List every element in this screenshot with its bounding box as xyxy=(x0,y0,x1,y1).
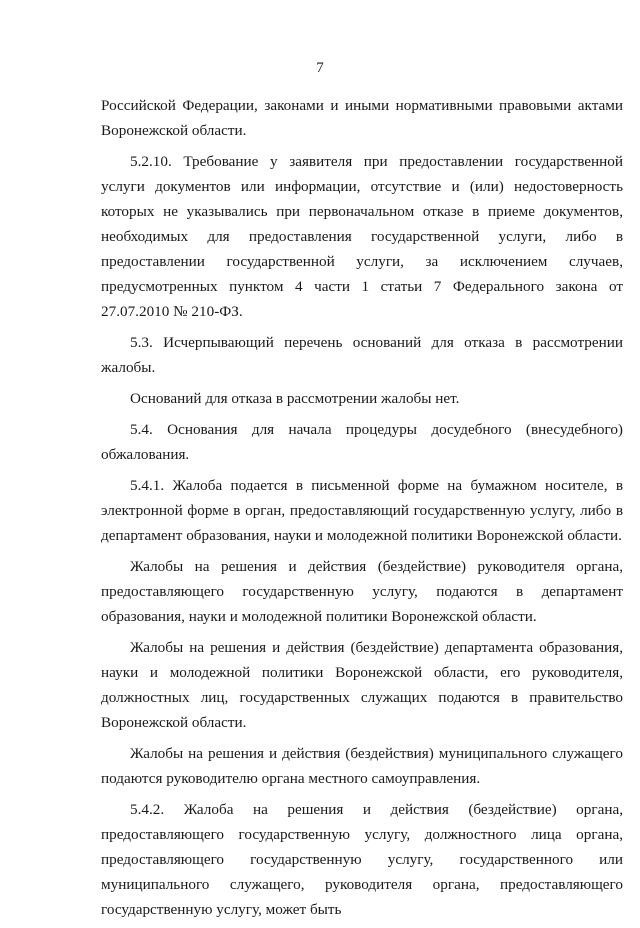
paragraph-5-2-10: 5.2.10. Требование у заявителя при предоставлении государственной услуги документов или информации, отсутствие и (или) недостоверность которых не указывались при первоначальном отказе в приеме документов, необходимых для предоставления государственной услуги, либо в предоставлении государственной услуги, за исключением случаев, предусмотренных пунктом 4 части 1 статьи 7 Федерального закона от 27.07.2010 № 210-ФЗ. xyxy=(101,153,623,320)
paragraph-5-4-2: 5.4.2. Жалоба на решения и действия (бездействие) органа, предоставляющего государственную услугу, должностного лица органа, предоставляющего государственную услугу, государственного или муниципального служащего, руководителя органа, предоставляющего государственную услугу, может быть xyxy=(101,801,623,918)
page-number: 7 xyxy=(316,60,324,76)
paragraph-5-3: 5.3. Исчерпывающий перечень оснований для отказа в рассмотрении жалобы. xyxy=(101,334,623,376)
paragraph-no-grounds: Оснований для отказа в рассмотрении жалобы нет. xyxy=(130,390,460,407)
document-body xyxy=(101,93,623,928)
paragraph-5-4: 5.4. Основания для начала процедуры досудебного (внесудебного) обжалования. xyxy=(101,421,623,463)
paragraph-5-4-1: 5.4.1. Жалоба подается в письменной форме на бумажном носителе, в электронной форме в орган, предоставляющий государственную услугу, либо в департамент образования, науки и молодежной политики Воронежской области. xyxy=(101,477,623,544)
paragraph-continuation: Российской Федерации, законами и иными нормативными правовыми актами Воронежской области. xyxy=(101,97,623,139)
paragraph-complaints-head: Жалобы на решения и действия (бездействие) руководителя органа, предоставляющего государственную услугу, подаются в департамент образования, науки и молодежной политики Воронежской области. xyxy=(101,558,623,625)
paragraph-complaints-municipal: Жалобы на решения и действия (бездействия) муниципального служащего подаются руководителю органа местного самоуправления. xyxy=(101,745,623,787)
paragraph-complaints-department: Жалобы на решения и действия (бездействие) департамента образования, науки и молодежной политики Воронежской области, его руководителя, должностных лиц, государственных служащих подаются в правительство Воронежской области. xyxy=(101,639,623,731)
